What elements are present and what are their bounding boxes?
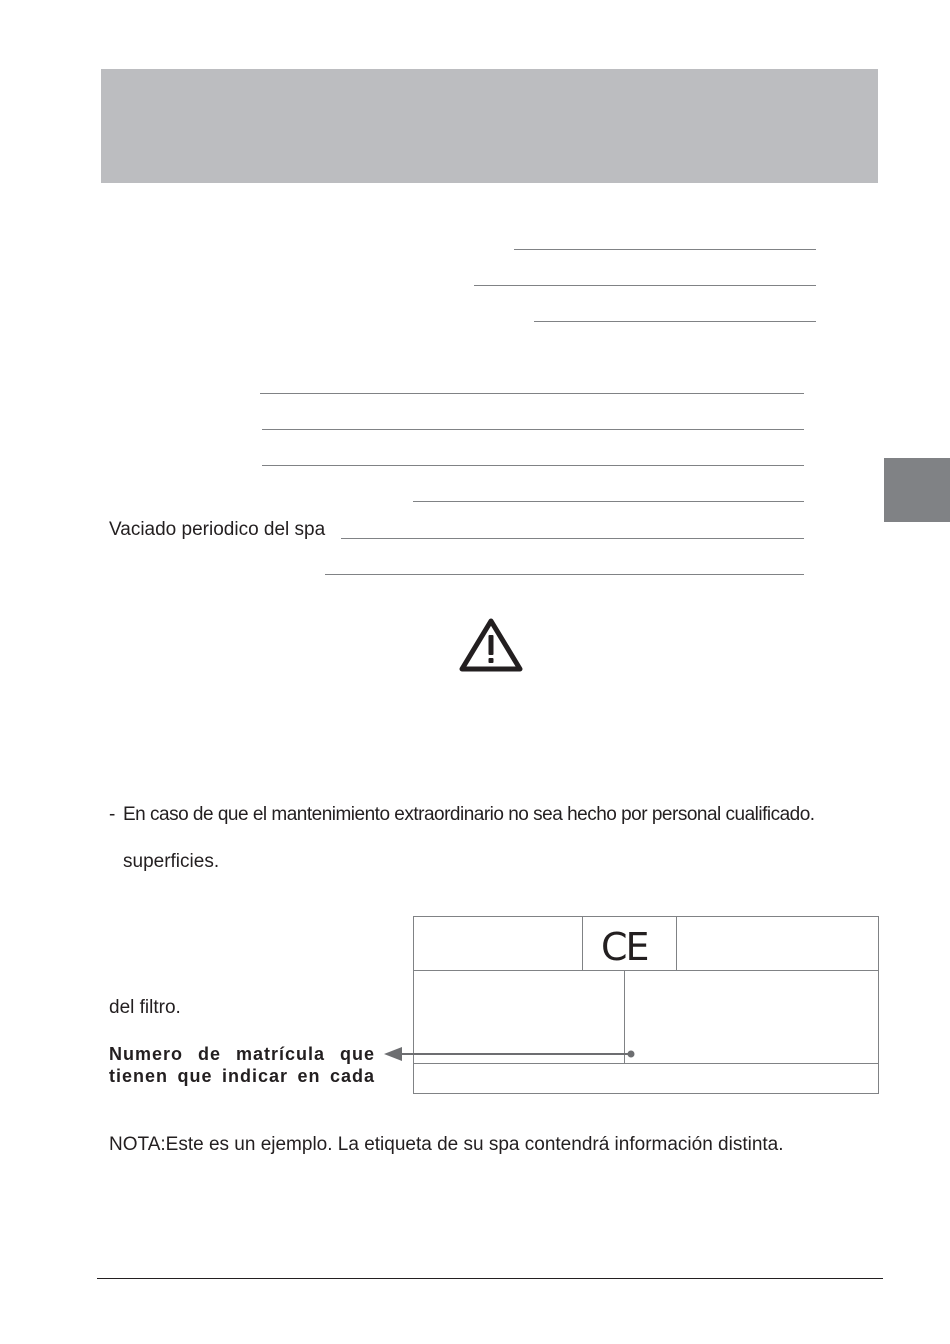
fill-line-6 xyxy=(262,465,804,466)
del-filtro-text: del filtro. xyxy=(109,997,181,1018)
nota-text: NOTA:Este es un ejemplo. La etiqueta de su spa contendrá información distinta. xyxy=(109,1134,784,1155)
superficies-text: superficies. xyxy=(123,851,220,872)
bullet-dash: - xyxy=(109,804,116,825)
warning-triangle-icon xyxy=(458,617,524,673)
fill-line-3 xyxy=(534,321,816,322)
footer-rule xyxy=(97,1278,883,1279)
fill-line-2 xyxy=(474,285,816,286)
product-label-example xyxy=(413,916,879,1094)
fill-line-8 xyxy=(341,538,804,539)
ce-mark: CE xyxy=(601,925,648,969)
fill-line-1 xyxy=(514,249,816,250)
vaciado-label: Vaciado periodico del spa xyxy=(109,519,326,540)
fill-line-9 xyxy=(325,574,804,575)
label-row-divider-1 xyxy=(414,970,878,971)
header-band xyxy=(101,69,878,183)
fill-line-7 xyxy=(413,501,804,502)
side-tab xyxy=(884,458,950,522)
ce-mark-cell xyxy=(583,917,676,970)
numero-matricula-line2: tienen que indicar en cada xyxy=(109,1066,375,1086)
numero-matricula-line1: Numero de matrícula que xyxy=(109,1044,375,1064)
arrow-left-icon xyxy=(380,1044,640,1064)
fill-line-4 xyxy=(260,393,804,394)
fill-line-5 xyxy=(262,429,804,430)
bullet-text: En caso de que el mantenimiento extraordinario no sea hecho por personal cualificado. xyxy=(123,804,815,825)
label-col-divider-2 xyxy=(676,917,677,970)
